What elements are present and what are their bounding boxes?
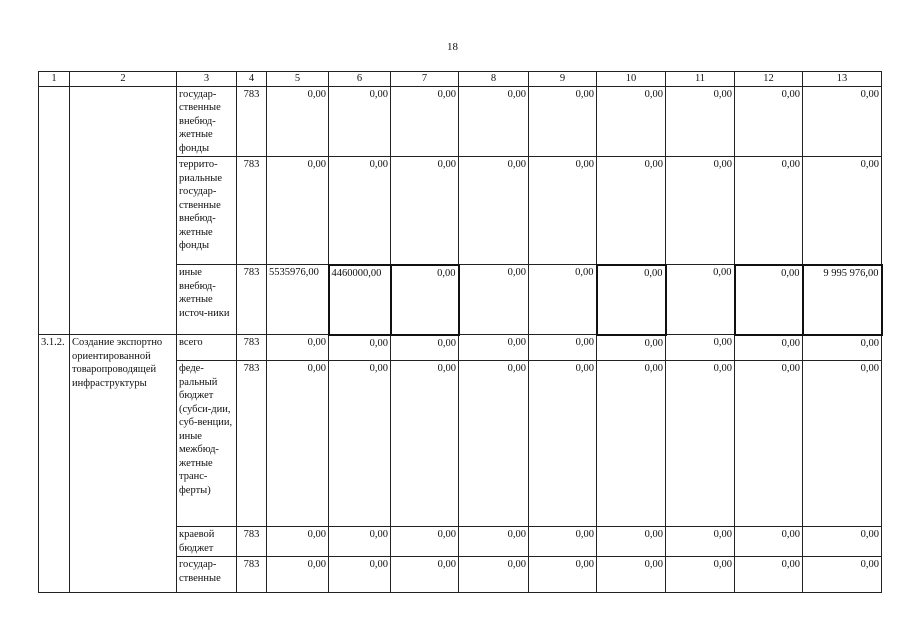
- value-cell: 0,00: [597, 265, 666, 335]
- value-cell: 0,00: [529, 86, 597, 157]
- value-cell: 0,00: [529, 265, 597, 335]
- column-header: 12: [735, 72, 803, 87]
- value-cell: 0,00: [459, 361, 529, 527]
- value-cell: 4460000,00: [329, 265, 391, 335]
- code-cell: 783: [237, 557, 267, 593]
- value-cell: 0,00: [803, 335, 882, 361]
- value-cell: 0,00: [329, 527, 391, 557]
- column-header: 1: [39, 72, 70, 87]
- value-cell: 0,00: [597, 86, 666, 157]
- value-cell: 0,00: [329, 157, 391, 265]
- page-number: 18: [447, 41, 458, 53]
- table-row: [39, 335, 882, 361]
- value-cell: 0,00: [803, 527, 882, 557]
- value-cell: 0,00: [803, 557, 882, 593]
- value-cell: 0,00: [597, 527, 666, 557]
- value-cell: 0,00: [329, 335, 391, 361]
- value-cell: 0,00: [735, 335, 803, 361]
- value-cell: 0,00: [597, 557, 666, 593]
- item-name-cell: Создание экспортно ориентированной товаропроводящей инфраструктуры: [70, 335, 177, 593]
- funding-source-cell: иные внебюд-жетные источ-ники: [177, 265, 237, 335]
- funding-source-cell: террито-риальные государ-ственные внебюд-жетные фонды: [177, 157, 237, 265]
- value-cell: 0,00: [666, 361, 735, 527]
- table-row: [39, 86, 882, 157]
- value-cell: 0,00: [267, 361, 329, 527]
- value-cell: 0,00: [803, 361, 882, 527]
- value-cell: 5535976,00: [267, 265, 329, 335]
- value-cell: 0,00: [391, 86, 459, 157]
- column-header: 8: [459, 72, 529, 87]
- column-header: 6: [329, 72, 391, 87]
- value-cell: 0,00: [459, 157, 529, 265]
- value-cell: 0,00: [666, 557, 735, 593]
- code-cell: 783: [237, 527, 267, 557]
- value-cell: 0,00: [803, 86, 882, 157]
- value-cell: 0,00: [459, 265, 529, 335]
- value-cell: 0,00: [329, 361, 391, 527]
- value-cell: 0,00: [391, 361, 459, 527]
- value-cell: 0,00: [529, 157, 597, 265]
- column-header: 9: [529, 72, 597, 87]
- value-cell: 0,00: [735, 157, 803, 265]
- funding-source-cell: государ-ственные: [177, 557, 237, 593]
- value-cell: 0,00: [666, 335, 735, 361]
- value-cell: 0,00: [459, 335, 529, 361]
- budget-table: [38, 71, 883, 593]
- value-cell: 0,00: [459, 527, 529, 557]
- value-cell: 0,00: [459, 557, 529, 593]
- value-cell: 0,00: [267, 527, 329, 557]
- value-cell: 0,00: [459, 86, 529, 157]
- value-cell: 0,00: [267, 335, 329, 361]
- column-header: 11: [666, 72, 735, 87]
- value-cell: 0,00: [735, 265, 803, 335]
- value-cell: 0,00: [735, 557, 803, 593]
- value-cell: 0,00: [529, 527, 597, 557]
- code-cell: 783: [237, 157, 267, 265]
- value-cell: 0,00: [597, 335, 666, 361]
- value-cell: 0,00: [391, 335, 459, 361]
- value-cell: 9 995 976,00: [803, 265, 882, 335]
- value-cell: 0,00: [666, 265, 735, 335]
- value-cell: 0,00: [329, 86, 391, 157]
- code-cell: 783: [237, 86, 267, 157]
- value-cell: 0,00: [391, 527, 459, 557]
- column-header: 3: [177, 72, 237, 87]
- item-name-cell: [70, 86, 177, 335]
- value-cell: 0,00: [329, 557, 391, 593]
- value-cell: 0,00: [735, 527, 803, 557]
- column-header: 4: [237, 72, 267, 87]
- value-cell: 0,00: [529, 335, 597, 361]
- code-cell: 783: [237, 265, 267, 335]
- funding-source-cell: государ-ственные внебюд-жетные фонды: [177, 86, 237, 157]
- value-cell: 0,00: [597, 361, 666, 527]
- value-cell: 0,00: [666, 527, 735, 557]
- value-cell: 0,00: [267, 86, 329, 157]
- funding-source-cell: всего: [177, 335, 237, 361]
- value-cell: 0,00: [267, 157, 329, 265]
- value-cell: 0,00: [666, 157, 735, 265]
- column-header: 10: [597, 72, 666, 87]
- funding-source-cell: феде-ральный бюджет (субси-дии, суб-венции, иные межбюд-жетные транс-ферты): [177, 361, 237, 527]
- value-cell: 0,00: [666, 86, 735, 157]
- value-cell: 0,00: [597, 157, 666, 265]
- item-number-cell: 3.1.2.: [39, 335, 70, 593]
- item-number-cell: [39, 86, 70, 335]
- code-cell: 783: [237, 335, 267, 361]
- value-cell: 0,00: [803, 157, 882, 265]
- funding-source-cell: краевой бюджет: [177, 527, 237, 557]
- value-cell: 0,00: [529, 557, 597, 593]
- column-header: 13: [803, 72, 882, 87]
- value-cell: 0,00: [267, 557, 329, 593]
- code-cell: 783: [237, 361, 267, 527]
- value-cell: 0,00: [391, 265, 459, 335]
- value-cell: 0,00: [735, 361, 803, 527]
- column-header: 5: [267, 72, 329, 87]
- value-cell: 0,00: [529, 361, 597, 527]
- value-cell: 0,00: [391, 157, 459, 265]
- value-cell: 0,00: [391, 557, 459, 593]
- value-cell: 0,00: [735, 86, 803, 157]
- column-header: 7: [391, 72, 459, 87]
- column-header: 2: [70, 72, 177, 87]
- column-number-row: [39, 72, 882, 87]
